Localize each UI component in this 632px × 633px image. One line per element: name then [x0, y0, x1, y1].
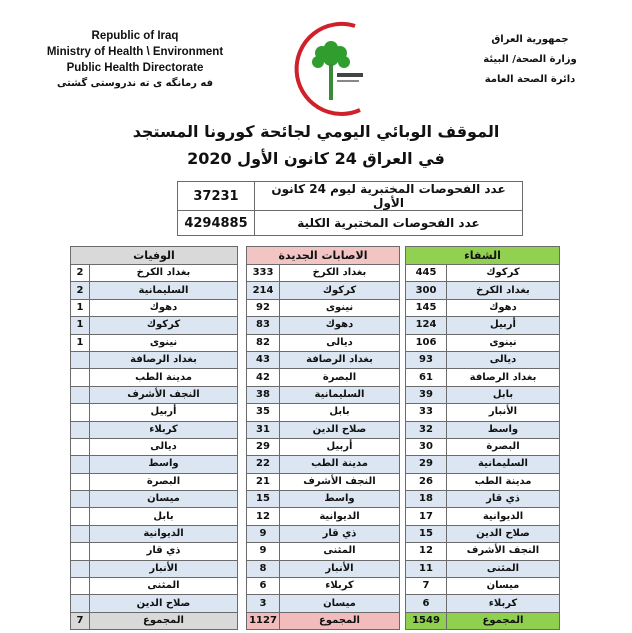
table-row [247, 299, 400, 316]
count-value [71, 578, 90, 595]
governorate-name: المثنى [90, 578, 238, 595]
governorate-name: ميسان [280, 595, 400, 612]
count-value [71, 404, 90, 421]
table-row [406, 560, 560, 577]
governorate-name: ميسان [447, 578, 560, 595]
table-row [406, 351, 560, 368]
total-label: المجموع [280, 612, 400, 629]
governorate-name: دهوك [90, 299, 238, 316]
count-value: 21 [247, 473, 280, 490]
governorate-name: أربيل [447, 317, 560, 334]
count-value: 22 [247, 456, 280, 473]
table-row [247, 334, 400, 351]
count-value [71, 508, 90, 525]
governorate-name: ديالى [90, 438, 238, 455]
arabic-header [470, 30, 590, 90]
governorate-name: النجف الأشرف [280, 473, 400, 490]
governorate-name: كربلاء [447, 595, 560, 612]
count-value [71, 595, 90, 612]
count-value: 2 [71, 282, 90, 299]
count-value: 93 [406, 351, 447, 368]
table-row [71, 491, 238, 508]
deaths-total-row [71, 612, 238, 629]
count-value: 7 [406, 578, 447, 595]
count-value: 39 [406, 386, 447, 403]
governorate-name: المثنى [447, 560, 560, 577]
governorate-name: ذي قار [447, 491, 560, 508]
governorate-name: صلاح الدين [280, 421, 400, 438]
report-title [100, 118, 532, 172]
governorate-name: الديوانية [447, 508, 560, 525]
governorate-name: النجف الأشرف [447, 543, 560, 560]
table-row [247, 438, 400, 455]
table-row [247, 491, 400, 508]
count-value: 6 [247, 578, 280, 595]
count-value: 38 [247, 386, 280, 403]
count-value: 11 [406, 560, 447, 577]
governorate-name: نينوى [90, 334, 238, 351]
table-row [406, 404, 560, 421]
daily-tests-label: عدد الفحوصات المختبرية ليوم 24 كانون الأول [255, 182, 523, 211]
governorate-name: واسط [280, 491, 400, 508]
governorate-name: ديالى [280, 334, 400, 351]
table-row [247, 265, 400, 282]
table-row [406, 543, 560, 560]
total-label: المجموع [447, 612, 560, 629]
republic-label-ar: جمهورية العراق [491, 34, 569, 45]
governorate-name: الأنبار [90, 560, 238, 577]
governorate-name: البصرة [280, 369, 400, 386]
table-row [406, 456, 560, 473]
total-label: المجموع [90, 612, 238, 629]
count-value: 12 [406, 543, 447, 560]
daily-tests-row [178, 182, 523, 211]
count-value: 106 [406, 334, 447, 351]
count-value [71, 543, 90, 560]
governorate-name: مدينة الطب [90, 369, 238, 386]
title-line-1: الموقف الوبائي اليومي لجائحة كورونا المستجد [132, 122, 500, 141]
table-row [71, 508, 238, 525]
governorate-name: الديوانية [90, 525, 238, 542]
count-value [71, 525, 90, 542]
governorate-name: بابل [90, 508, 238, 525]
table-row [71, 265, 238, 282]
governorate-name: البصرة [447, 438, 560, 455]
count-value: 445 [406, 265, 447, 282]
governorate-name: دهوك [447, 299, 560, 316]
governorate-name: نينوى [280, 299, 400, 316]
governorate-name: ديالى [447, 351, 560, 368]
governorate-name: أربيل [280, 438, 400, 455]
table-row [406, 299, 560, 316]
count-value: 12 [247, 508, 280, 525]
count-value: 29 [406, 456, 447, 473]
count-value: 33 [406, 404, 447, 421]
table-row [71, 421, 238, 438]
governorate-name: واسط [90, 456, 238, 473]
governorate-name: الديوانية [280, 508, 400, 525]
table-row [406, 334, 560, 351]
count-value: 124 [406, 317, 447, 334]
daily-tests-value: 37231 [178, 182, 255, 211]
cases-header-row [247, 247, 400, 265]
deaths-title: الوفيات [71, 247, 238, 265]
count-value: 3 [247, 595, 280, 612]
table-row [406, 525, 560, 542]
count-value [71, 351, 90, 368]
count-value: 8 [247, 560, 280, 577]
count-value: 15 [406, 525, 447, 542]
total-tests-label: عدد الفحوصات المختبرية الكلية [255, 211, 523, 236]
governorate-name: بغداد الرصافة [90, 351, 238, 368]
ministry-logo-icon [285, 18, 385, 118]
table-row [71, 456, 238, 473]
table-row [406, 369, 560, 386]
count-value: 9 [247, 525, 280, 542]
table-row [247, 595, 400, 612]
title-line-2: في العراق 24 كانون الأول 2020 [187, 149, 445, 168]
count-value: 2 [71, 265, 90, 282]
count-value: 333 [247, 265, 280, 282]
table-row [71, 560, 238, 577]
governorate-name: بابل [447, 386, 560, 403]
governorate-name: دهوك [280, 317, 400, 334]
table-row [71, 351, 238, 368]
republic-label: Republic of Iraq [91, 30, 179, 42]
count-value: 18 [406, 491, 447, 508]
table-row [71, 473, 238, 490]
count-value: 9 [247, 543, 280, 560]
count-value: 32 [406, 421, 447, 438]
governorate-name: مدينة الطب [447, 473, 560, 490]
table-row [71, 578, 238, 595]
count-value: 82 [247, 334, 280, 351]
count-value: 31 [247, 421, 280, 438]
table-row [71, 334, 238, 351]
governorate-name: المثنى [280, 543, 400, 560]
english-header [40, 28, 230, 92]
directorate-label-ar: دائرة الصحة العامة [484, 74, 576, 85]
table-row [406, 473, 560, 490]
governorate-name: البصرة [90, 473, 238, 490]
ministry-label: Ministry of Health \ Environment [46, 46, 224, 58]
cases-total-row [247, 612, 400, 629]
count-value [71, 491, 90, 508]
total-value: 1127 [247, 612, 280, 629]
table-row [247, 543, 400, 560]
table-row [406, 491, 560, 508]
governorate-name: ذي قار [90, 543, 238, 560]
table-row [247, 369, 400, 386]
recovery-total-row [406, 612, 560, 629]
count-value: 214 [247, 282, 280, 299]
recovery-header-row [406, 247, 560, 265]
count-value [71, 438, 90, 455]
table-row [247, 421, 400, 438]
governorate-name: صلاح الدين [90, 595, 238, 612]
total-tests-row [178, 211, 523, 236]
count-value [71, 456, 90, 473]
tests-table [177, 181, 523, 236]
count-value [71, 421, 90, 438]
governorate-name: بغداد الرصافة [280, 351, 400, 368]
count-value: 61 [406, 369, 447, 386]
count-value [71, 386, 90, 403]
deaths-table [70, 246, 238, 630]
governorate-name: كركوك [447, 265, 560, 282]
count-value: 26 [406, 473, 447, 490]
count-value [71, 560, 90, 577]
count-value: 145 [406, 299, 447, 316]
governorate-name: الأنبار [280, 560, 400, 577]
table-row [406, 508, 560, 525]
table-row [406, 265, 560, 282]
table-row [247, 508, 400, 525]
count-value: 43 [247, 351, 280, 368]
new-cases-table [246, 246, 400, 630]
total-tests-value: 4294885 [178, 211, 255, 236]
count-value: 42 [247, 369, 280, 386]
count-value: 300 [406, 282, 447, 299]
directorate-label: Public Health Directorate [66, 62, 204, 74]
count-value: 17 [406, 508, 447, 525]
governorate-name: ذي قار [280, 525, 400, 542]
kurdish-label: فه رمانگه ی ته ندروستی گشتی [56, 78, 214, 89]
table-row [406, 421, 560, 438]
governorate-name: بابل [280, 404, 400, 421]
deaths-header-row [71, 247, 238, 265]
table-row [71, 595, 238, 612]
governorate-name: النجف الأشرف [90, 386, 238, 403]
table-row [71, 369, 238, 386]
table-row [247, 317, 400, 334]
count-value: 83 [247, 317, 280, 334]
table-row [247, 282, 400, 299]
governorate-name: كربلاء [280, 578, 400, 595]
table-row [247, 351, 400, 368]
count-value: 35 [247, 404, 280, 421]
governorate-name: صلاح الدين [447, 525, 560, 542]
count-value: 6 [406, 595, 447, 612]
governorate-name: الأنبار [447, 404, 560, 421]
table-row [71, 317, 238, 334]
cases-title: الاصابات الجديدة [247, 247, 400, 265]
table-row [406, 578, 560, 595]
table-row [406, 282, 560, 299]
count-value: 92 [247, 299, 280, 316]
count-value: 1 [71, 299, 90, 316]
table-row [71, 438, 238, 455]
table-row [406, 317, 560, 334]
count-value: 1 [71, 317, 90, 334]
governorate-name: مدينة الطب [280, 456, 400, 473]
governorate-name: بغداد الكرخ [447, 282, 560, 299]
table-row [406, 595, 560, 612]
governorate-name: السليمانية [90, 282, 238, 299]
count-value: 15 [247, 491, 280, 508]
count-value [71, 473, 90, 490]
governorate-name: بغداد الكرخ [90, 265, 238, 282]
table-row [71, 543, 238, 560]
count-value [71, 369, 90, 386]
table-row [406, 386, 560, 403]
total-value: 1549 [406, 612, 447, 629]
table-row [71, 525, 238, 542]
governorate-name: السليمانية [280, 386, 400, 403]
governorate-name: نينوى [447, 334, 560, 351]
table-row [247, 473, 400, 490]
governorate-name: بغداد الكرخ [280, 265, 400, 282]
ministry-label-ar: وزارة الصحة/ البيئة [483, 54, 577, 65]
table-row [247, 386, 400, 403]
count-value: 1 [71, 334, 90, 351]
table-row [247, 404, 400, 421]
recovery-title: الشفاء [406, 247, 560, 265]
table-row [247, 525, 400, 542]
recovery-table [405, 246, 560, 630]
governorate-name: بغداد الرصافة [447, 369, 560, 386]
governorate-name: كركوك [280, 282, 400, 299]
count-value: 29 [247, 438, 280, 455]
table-row [71, 386, 238, 403]
table-row [71, 282, 238, 299]
table-row [406, 438, 560, 455]
governorate-name: ميسان [90, 491, 238, 508]
governorate-name: كربلاء [90, 421, 238, 438]
governorate-name: أربيل [90, 404, 238, 421]
table-row [247, 560, 400, 577]
governorate-name: واسط [447, 421, 560, 438]
table-row [71, 299, 238, 316]
governorate-name: كركوك [90, 317, 238, 334]
table-row [247, 456, 400, 473]
governorate-name: السليمانية [447, 456, 560, 473]
table-row [247, 578, 400, 595]
count-value: 30 [406, 438, 447, 455]
total-value: 7 [71, 612, 90, 629]
table-row [71, 404, 238, 421]
